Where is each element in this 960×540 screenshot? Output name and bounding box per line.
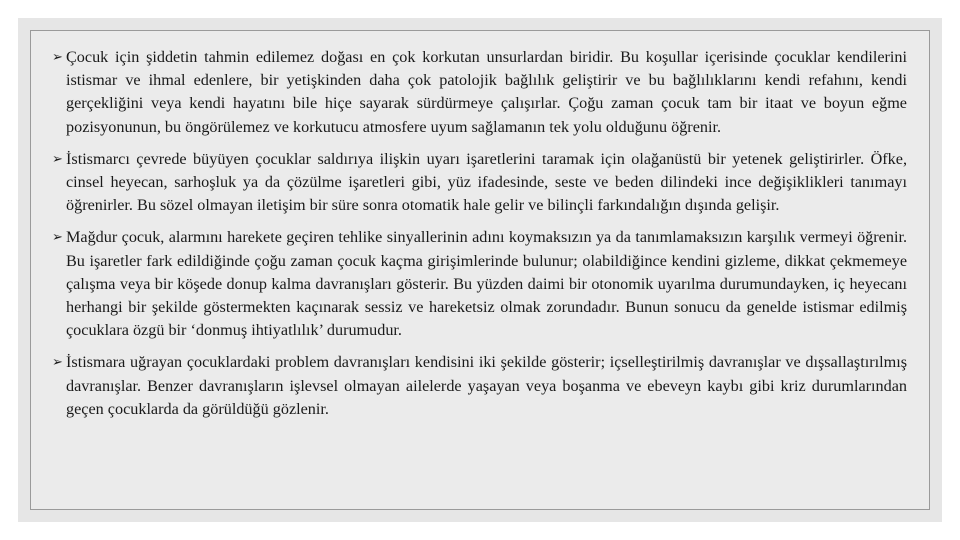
arrow-bullet-icon: ➢ bbox=[52, 50, 63, 65]
bullet-text-1: Çocuk için şiddetin tahmin edilemez doğası en çok korkutan unsurlardan biridir. Bu koşullar içerisinde çocuklar kendilerini istismar ve ihmal edenlere, bir yetişkinden daha çok patolojik bağlılık geliştirir ve bu bağlılıklarını kendi refahını, kendi gerçekliğini veya kendi hayatını bile hiçe sayarak sürdürmeye çalışırlar. Çoğu zaman çocuk tam bir itaat ve boyun eğme pozisyonunun, bu öngörülemez ve korkutucu atmosfere uyum sağlamanın tek yolu olduğunu öğrenir. bbox=[66, 48, 907, 136]
bullet-text-3: Mağdur çocuk, alarmını harekete geçiren tehlike sinyallerinin adını koymaksızın ya da tanımlamaksızın karşılık vermeyi öğrenir. Bu işaretler fark edildiğinde çoğu zaman çocuk kaçma girişimlerinde bulunur; olabildiğince kendini gizleme, dikkat çekmemeye çalışma veya bir köşede donup kalma davranışları gösterir. Bu yüzden daimi bir otonomik uyarılma durumundayken, iç heyecanı herhangi bir şekilde göstermekten kaçınarak sessiz ve hareketsiz olmak zorundadır. Bunun sonucu da genelde istismar edilmiş çocuklara özgü bir ‘donmuş ihtiyatlılık’ durumudur. bbox=[66, 228, 907, 340]
bullet-item-4 bbox=[52, 351, 907, 421]
bullet-item-1 bbox=[52, 46, 907, 139]
bullet-list bbox=[52, 46, 907, 430]
bullet-text-4: İstismara uğrayan çocuklardaki problem davranışları kendisini iki şekilde gösterir; içselleştirilmiş davranışlar ve dışsallaştırılmış davranışlar. Benzer davranışların işlevsel olmayan ailelerde yaşayan veya boşanma ve ebeveyn kaybı gibi kriz durumlarından geçen çocuklarda da görüldüğü gözlenir. bbox=[66, 353, 907, 418]
bullet-item-3 bbox=[52, 226, 907, 342]
arrow-bullet-icon: ➢ bbox=[52, 230, 63, 246]
bullet-item-2 bbox=[52, 148, 907, 218]
bullet-text-2: İstismarcı çevrede büyüyen çocuklar saldırıya ilişkin uyarı işaretlerini taramak için olağanüstü bir yetenek geliştirirler. Öfke, cinsel heyecan, sarhoşluk ya da çözülme işaretleri gibi, yüz ifadesinde, seste ve beden dilindeki ince değişiklikleri tanımayı öğrenirler. Bu sözel olmayan iletişim bir süre sonra otomatik hale gelir ve bilinçli farkındalığın dışında gelişir. bbox=[66, 149, 907, 215]
arrow-bullet-icon: ➢ bbox=[52, 151, 63, 167]
arrow-bullet-icon: ➢ bbox=[52, 355, 63, 371]
